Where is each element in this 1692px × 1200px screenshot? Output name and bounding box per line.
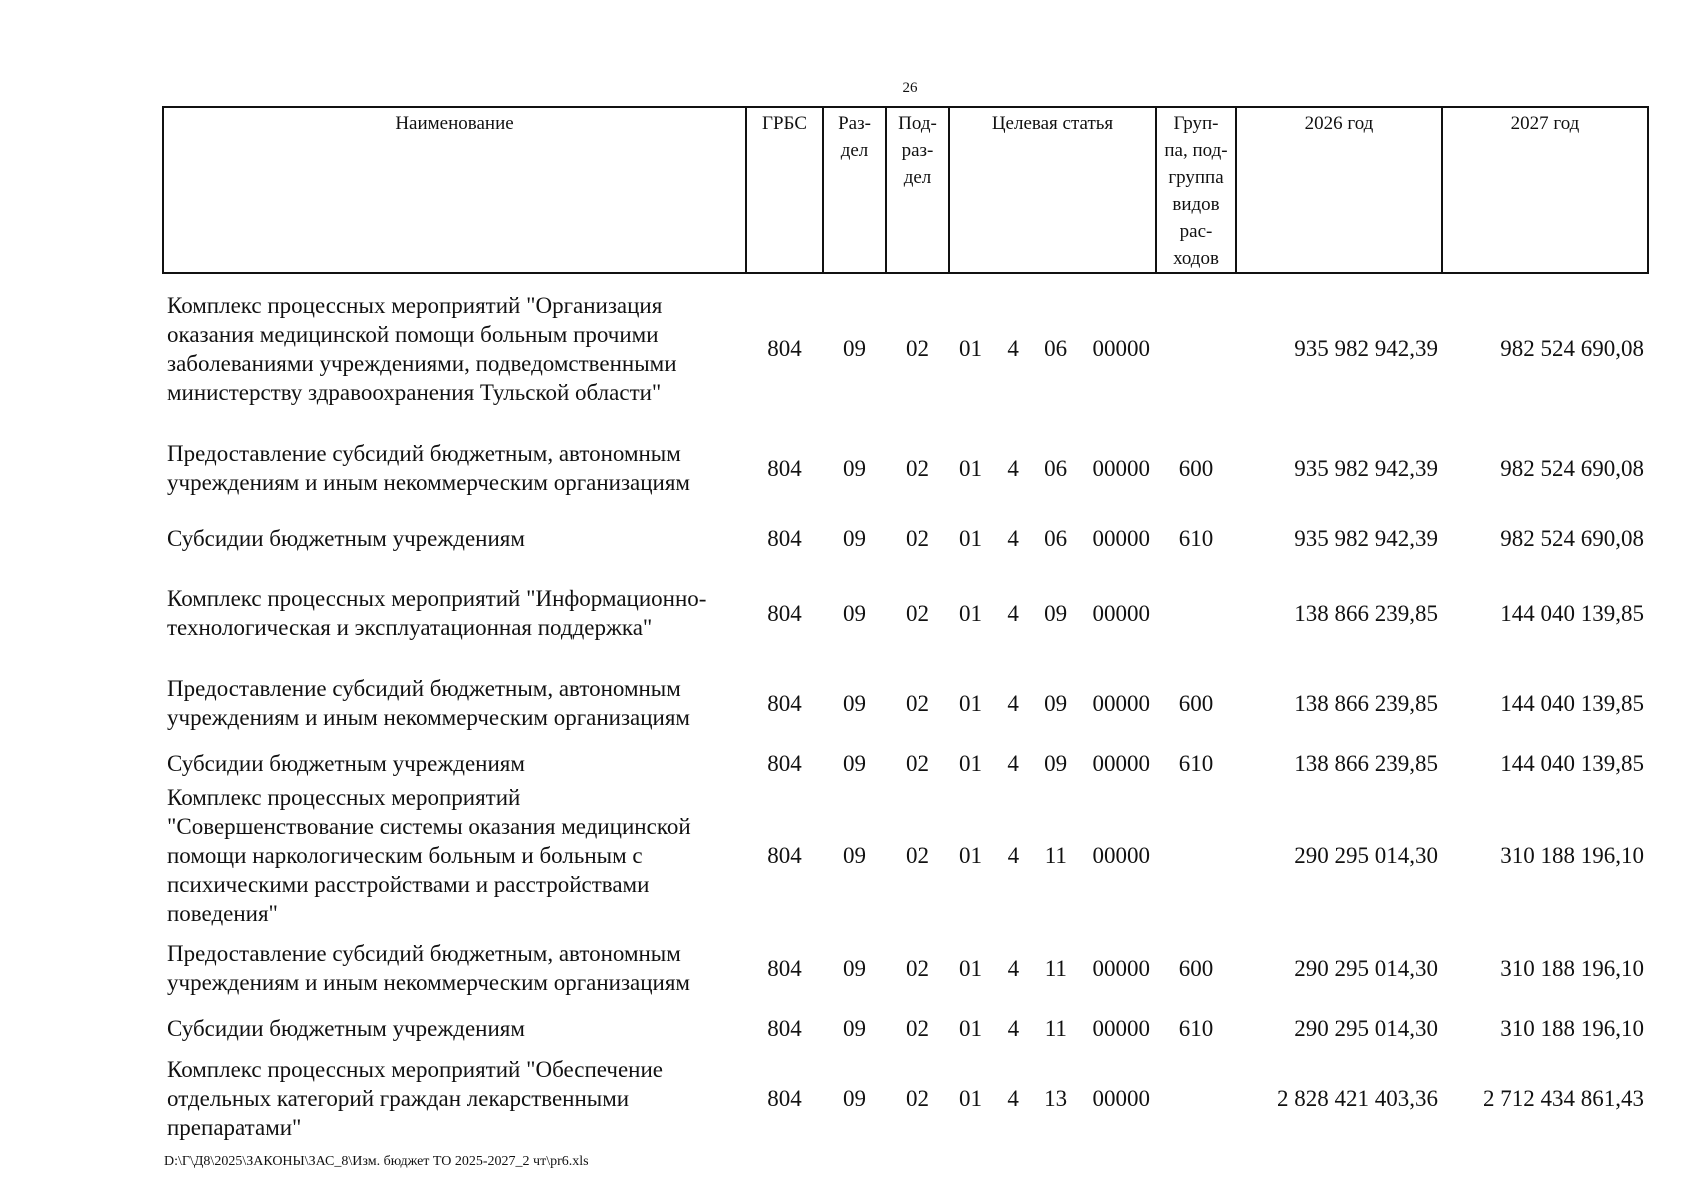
row-razdel: 09 [843,1015,866,1041]
row-podrazdel: 02 [906,750,929,776]
target-code-part-4: 00000 [1092,1085,1150,1111]
row-amount-2027: 144 040 139,85 [1500,750,1644,776]
row-grbs: 804 [767,525,802,551]
target-code-part-2: 4 [1007,600,1019,626]
target-code-part-3: 06 [1044,336,1068,361]
row-vr [1156,273,1236,423]
row-grbs: 804 [767,1015,802,1041]
row-target-code [949,1008,1156,1048]
target-code-part-4: 00000 [1092,750,1150,776]
row-name: Комплекс процессных мероприятий "Совершенствование системы оказания медицинской помощи наркологическим больным и больным с психическими расстройствами и расстройствами поведения" [167,785,691,926]
target-code-part-3: 06 [1044,525,1068,551]
row-name: Комплекс процессных мероприятий "Обеспечение отдельных категорий граждан лекарственными препаратами" [167,1056,664,1140]
row-target-code [949,423,1156,513]
target-code-part-4: 00000 [1092,455,1150,481]
row-razdel: 09 [843,455,866,481]
row-podrazdel: 02 [906,955,929,981]
row-grbs: 804 [767,600,802,626]
header-podrazdel: Под- раз- дел [886,107,949,273]
row-name: Комплекс процессных мероприятий "Организация оказания медицинской помощи больным прочими заболеваниями учреждениями, подведомственными министерству здравоохранения Тульской области" [167,292,677,405]
target-code-part-2: 4 [1007,955,1020,981]
header-name: Наименование [163,107,746,273]
table-row [163,423,1648,513]
row-podrazdel: 02 [906,690,929,716]
row-target-code [949,783,1156,928]
target-code-part-1: 01 [959,600,982,626]
row-razdel: 09 [843,750,866,776]
row-razdel: 09 [843,525,866,551]
row-name: Предоставление субсидий бюджетным, автономным учреждениям и иным некоммерческим организациям [167,676,690,730]
row-grbs: 804 [767,955,802,981]
row-target-code [949,273,1156,423]
row-target-code [949,563,1156,663]
target-code-part-3: 11 [1044,1015,1067,1041]
row-podrazdel: 02 [906,1015,929,1041]
row-vr: 600 [1178,455,1214,481]
row-vr: 610 [1178,525,1214,551]
row-amount-2026: 290 295 014,30 [1294,955,1438,981]
row-amount-2027: 310 188 196,10 [1500,1015,1644,1041]
row-amount-2027: 144 040 139,85 [1500,600,1644,626]
target-code-part-1: 01 [959,455,982,481]
target-code-part-1: 01 [959,1015,982,1041]
target-code-part-3: 13 [1044,1085,1068,1111]
header-vr: Груп- па, под- группа видов рас- ходов [1156,107,1236,273]
row-name: Предоставление субсидий бюджетным, автономным учреждениям и иным некоммерческим организациям [167,441,690,495]
row-podrazdel: 02 [906,525,929,551]
row-amount-2027: 310 188 196,10 [1500,955,1644,981]
row-amount-2026: 935 982 942,39 [1294,455,1438,481]
target-code-part-2: 4 [1007,843,1020,868]
table-row [163,1008,1648,1048]
row-podrazdel: 02 [906,455,929,481]
row-podrazdel: 02 [906,600,929,626]
row-amount-2027: 144 040 139,85 [1500,690,1644,716]
table-row [163,783,1648,928]
header-row [163,107,1648,273]
table-row [163,1048,1648,1148]
table-row [163,663,1648,743]
row-amount-2026: 138 866 239,85 [1294,750,1438,776]
target-code-part-1: 01 [959,690,982,716]
target-code-part-4: 00000 [1092,843,1150,868]
table-row [163,743,1648,783]
row-target-code [949,663,1156,743]
row-name: Субсидии бюджетным учреждениям [167,1015,525,1041]
target-code-part-3: 11 [1044,955,1067,981]
row-amount-2026: 138 866 239,85 [1294,690,1438,716]
target-code-part-3: 09 [1044,690,1068,716]
row-target-code [949,743,1156,783]
target-code-part-2: 4 [1007,750,1019,776]
target-code-part-1: 01 [959,1085,982,1111]
row-name: Предоставление субсидий бюджетным, автономным учреждениям и иным некоммерческим организациям [167,941,690,995]
target-code-part-1: 01 [959,955,982,981]
row-target-code [949,1048,1156,1148]
row-razdel: 09 [843,1085,866,1111]
row-razdel: 09 [843,336,866,361]
target-code-part-4: 00000 [1092,955,1150,981]
target-code-part-2: 4 [1007,336,1019,361]
target-code-part-1: 01 [959,336,982,361]
row-name: Комплекс процессных мероприятий "Информационно- технологическая и эксплуатационная поддержка" [167,586,707,640]
header-razdel: Раз- дел [823,107,886,273]
target-code-part-1: 01 [959,843,982,868]
row-vr [1156,783,1236,928]
target-code-part-4: 00000 [1092,690,1150,716]
table-row [163,563,1648,663]
target-code-part-1: 01 [959,525,982,551]
target-code-part-2: 4 [1007,1085,1019,1111]
target-code-part-2: 4 [1007,690,1019,716]
row-amount-2027: 982 524 690,08 [1500,455,1644,481]
table-row [163,273,1648,423]
page-number: 26 [902,80,918,96]
row-grbs: 804 [767,843,802,868]
footer-file-path: D:\Г\Д8\2025\ЗАКОНЫ\ЗАС_8\Изм. бюджет ТО 2025-2027_2 чт\pr6.xls [164,1154,589,1169]
row-razdel: 09 [843,955,866,981]
target-code-part-4: 00000 [1092,525,1150,551]
row-amount-2026: 935 982 942,39 [1294,525,1438,551]
target-code-part-1: 01 [959,750,982,776]
target-code-part-4: 00000 [1092,600,1150,626]
row-podrazdel: 02 [906,843,929,868]
target-code-part-2: 4 [1007,525,1019,551]
row-amount-2026: 290 295 014,30 [1294,843,1438,868]
row-grbs: 804 [767,1085,802,1111]
target-code-part-4: 00000 [1092,336,1150,361]
row-target-code [949,928,1156,1008]
header-2026: 2026 год [1236,107,1442,273]
target-code-part-4: 00000 [1092,1015,1150,1041]
header-2027: 2027 год [1442,107,1648,273]
row-name: Субсидии бюджетным учреждениям [167,750,525,776]
row-razdel: 09 [843,843,866,868]
target-code-part-3: 09 [1044,750,1068,776]
row-razdel: 09 [843,600,866,626]
row-vr: 610 [1178,750,1214,776]
row-vr: 600 [1178,955,1214,981]
row-amount-2027: 2 712 434 861,43 [1483,1085,1644,1111]
row-name: Субсидии бюджетным учреждениям [167,525,525,551]
header-target: Целевая статья [949,107,1156,273]
target-code-part-2: 4 [1007,1015,1020,1041]
row-amount-2027: 982 524 690,08 [1500,525,1644,551]
row-grbs: 804 [767,336,802,361]
row-vr [1156,1048,1236,1148]
row-vr [1156,563,1236,663]
row-vr: 600 [1178,690,1214,716]
row-razdel: 09 [843,690,866,716]
row-grbs: 804 [767,690,802,716]
row-amount-2026: 935 982 942,39 [1294,336,1438,361]
budget-table [162,106,1649,1148]
row-target-code [949,513,1156,563]
target-code-part-3: 09 [1044,600,1068,626]
row-amount-2026: 138 866 239,85 [1294,600,1438,626]
row-amount-2027: 982 524 690,08 [1500,336,1644,361]
target-code-part-2: 4 [1007,455,1019,481]
row-amount-2027: 310 188 196,10 [1500,843,1644,868]
row-grbs: 804 [767,455,802,481]
target-code-part-3: 06 [1044,455,1068,481]
row-amount-2026: 2 828 421 403,36 [1277,1085,1438,1111]
header-grbs: ГРБС [746,107,823,273]
row-vr: 610 [1178,1015,1214,1041]
table-row [163,513,1648,563]
row-podrazdel: 02 [906,336,929,361]
table-row [163,928,1648,1008]
row-grbs: 804 [767,750,802,776]
row-podrazdel: 02 [906,1085,929,1111]
row-amount-2026: 290 295 014,30 [1294,1015,1438,1041]
target-code-part-3: 11 [1044,843,1067,868]
